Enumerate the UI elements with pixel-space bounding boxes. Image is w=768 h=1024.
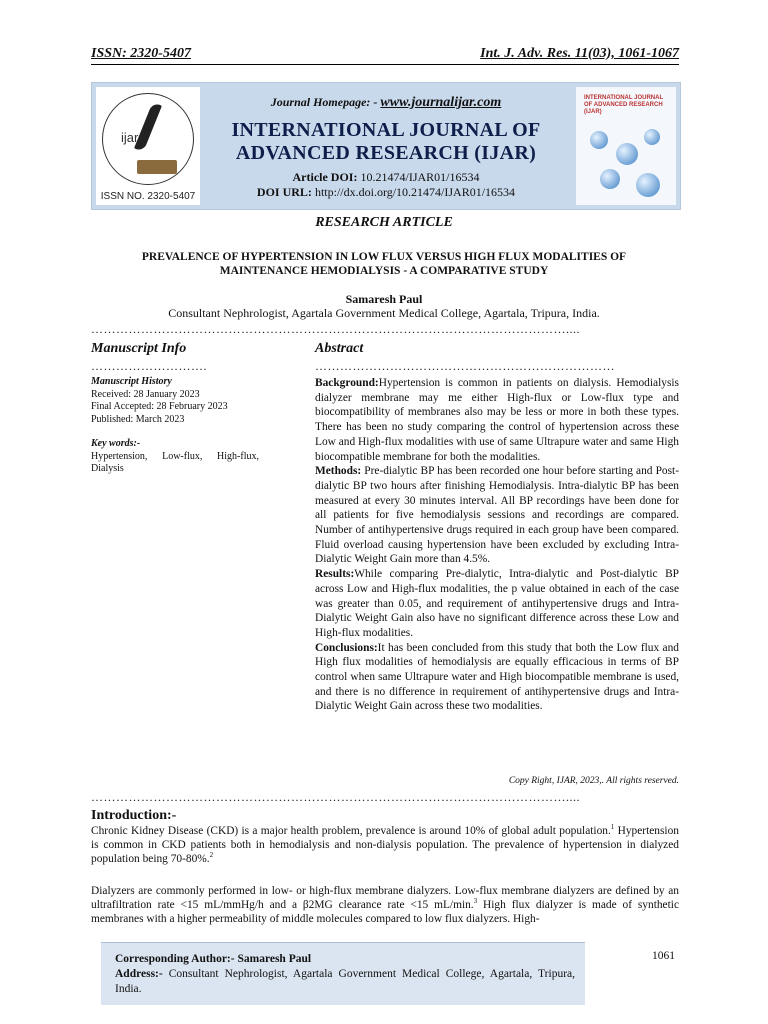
manuscript-info [91, 376, 281, 476]
keywords: Hypertension, Low-flux, High-flux, Dialysis [91, 450, 259, 474]
journal-cover-image [576, 87, 676, 205]
address-text: Consultant Nephrologist, Agartala Government Medical College, Agartala, Tripura, India. [115, 968, 575, 995]
separator-rule: …………………………………………………………………………………………………….... [91, 322, 580, 336]
logo-text: ijar [121, 130, 139, 145]
molecule-icon [616, 143, 638, 165]
manuscript-info-heading: Manuscript Info [91, 341, 187, 356]
author-affiliation: Consultant Nephrologist, Agartala Government Medical College, Agartala, Tripura, India. [168, 306, 600, 320]
author-address [115, 967, 575, 997]
citation-ref[interactable]: 3 [473, 897, 478, 906]
intro-text: Chronic Kidney Disease (CKD) is a major health problem, prevalence is around 10% of global adult population. [91, 825, 611, 837]
molecule-icon [600, 169, 620, 189]
abstract-results [315, 567, 679, 641]
logo-issn: ISSN NO. 2320-5407 [100, 191, 196, 202]
keywords-label: Key words:- [91, 438, 141, 449]
molecule-icon [636, 173, 660, 197]
citation-ref[interactable]: 2 [209, 851, 214, 860]
address-label: Address:- [115, 968, 163, 980]
separator-rule: ……………………………………………………………… [315, 359, 615, 373]
cover-title: INTERNATIONAL JOURNAL OF ADVANCED RESEARCH (IJAR) [584, 95, 664, 115]
copyright-notice: Copy Right, IJAR, 2023,. All rights reserved. [508, 776, 679, 786]
article-title: PREVALENCE OF HYPERTENSION IN LOW FLUX VERSUS HIGH FLUX MODALITIES OF MAINTENANCE HEMODIALYSIS - A COMPARATIVE STUDY [141, 251, 627, 277]
abstract-heading: Abstract [315, 341, 364, 356]
intro-text: High flux dialyzer is made of synthetic membranes with a higher permeability of middle molecules compared to low flux dialyzers. High- [91, 899, 679, 925]
separator-rule: …………………………………………………………………………………………………….... [91, 790, 580, 804]
running-header [91, 44, 679, 65]
article-doi: 10.21474/IJAR01/16534 [360, 170, 480, 184]
journal-banner [91, 82, 681, 210]
book-icon [137, 160, 177, 174]
abstract-conclusions [315, 641, 679, 715]
accepted-date: Final Accepted: 28 February 2023 [91, 401, 228, 412]
abstract-background [315, 376, 679, 464]
corresponding-author: Corresponding Author:- Samaresh Paul [115, 953, 312, 965]
background-text: Hypertension is common in patients on dialysis. Hemodialysis dialyzer membrane may me either High-flux or Low-flux type and biocompatibility of membranes also may be less or more in both these types. There has been no study comparing the control of hypertension across these Low and High-flux modalities with use of same Ultrapure water and same High biocompatible membrane for both the modalities. [315, 377, 679, 463]
page-number: 1061 [652, 950, 675, 962]
results-text: While comparing Pre-dialytic, Intra-dialytic and Post-dialytic BP across Low and High-flux modalities, the p value obtained in each of the case was greater than 0.05, and requirement of antihypertensive drugs and Intra-Dialytic Weight Gain also have no significant difference across these Low and High-flux modalities. [315, 568, 679, 639]
results-label: Results: [315, 568, 355, 581]
conclusions-text: It has been concluded from this study that both the Low flux and High flux modalities of hemodialysis are equally efficacious in terms of BP control when same Ultrapure water and High biocompatible membrane is used, and there is no difference in requirement of antihypertensive drugs and Intra-Dialytic Weight Gain across these two modalities. [315, 641, 679, 713]
introduction-paragraph-2 [91, 884, 679, 926]
citation-ref[interactable]: 1 [610, 823, 615, 832]
methods-label: Methods: [315, 465, 362, 478]
received-date: Received: 28 January 2023 [91, 388, 200, 400]
intro-text: Dialyzers are commonly performed in low- or high-flux membrane dialyzers. Low-flux membrane dialyzers are defined by an ultrafiltration rate <15 mL/mmHg/h and a β2MG clearance rate <15 mL/min. [91, 885, 679, 911]
corresponding-author-box [101, 942, 585, 1005]
doi-block [192, 170, 580, 200]
molecule-icon [590, 131, 608, 149]
molecule-icon [644, 129, 660, 145]
doi-url-link[interactable]: http://dx.doi.org/10.21474/IJAR01/16534 [314, 185, 516, 199]
introduction-heading: Introduction:- [91, 808, 177, 823]
manuscript-history-label: Manuscript History [91, 376, 172, 387]
doi-url-label: DOI URL: [256, 185, 312, 199]
header-citation: Int. J. Adv. Res. 11(03), 1061-1067 [480, 46, 679, 61]
abstract-body [315, 376, 679, 714]
article-type: RESEARCH ARTICLE [315, 215, 453, 230]
header-issn: ISSN: 2320-5407 [91, 46, 191, 61]
homepage-link[interactable]: www.journalijar.com [380, 95, 502, 110]
methods-text: Pre-dialytic BP has been recorded one hour before starting and Post-dialytic BP two hours after finishing Hemodialysis. Intra-dialytic BP has been measured at every 30 minutes interval. All BP recordings have been done for all patients for five hemodialysis sessions and recordings are compared. Number of antihypertensive drugs required in each group have been compared. Fluid overload causing hypertension have been excluded by excluding Intra-Dialytic Weight Gain more than 4.5%. [315, 465, 679, 566]
separator-rule: ………………………. [91, 359, 207, 373]
background-label: Background: [315, 377, 379, 389]
article-doi-label: Article DOI: [292, 170, 358, 184]
conclusions-label: Conclusions: [315, 641, 378, 654]
journal-title: INTERNATIONAL JOURNAL OF ADVANCED RESEARCH (IJAR) [231, 119, 541, 164]
published-date: Published: March 2023 [91, 413, 185, 425]
abstract-methods [315, 464, 679, 567]
author-name: Samaresh Paul [345, 292, 423, 306]
homepage-label: Journal Homepage: - [270, 95, 378, 109]
intro-text: Hypertension is common in CKD patients both in hemodialysis and non-dialysis population. The prevalence of hypertension in dialyzed population being 70-80%. [91, 825, 679, 865]
introduction-paragraph-1 [91, 824, 679, 866]
